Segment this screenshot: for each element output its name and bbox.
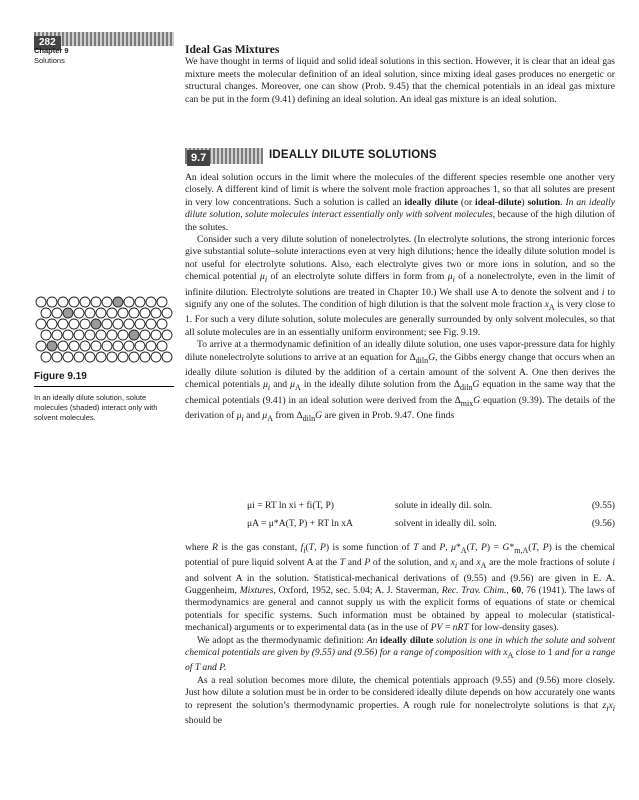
solvent-molecule xyxy=(36,297,46,307)
solvent-molecule xyxy=(162,308,172,318)
equation-desc: solute in ideally dil. soln. xyxy=(395,500,492,511)
solvent-molecule xyxy=(96,308,106,318)
solvent-molecule xyxy=(140,352,150,362)
solvent-molecule xyxy=(140,330,150,340)
solvent-molecule xyxy=(129,352,139,362)
chapter-title: Solutions xyxy=(34,56,65,65)
solvent-molecule xyxy=(85,330,95,340)
solvent-molecule xyxy=(124,341,134,351)
solvent-molecule xyxy=(157,341,167,351)
solvent-molecule xyxy=(113,319,123,329)
solvent-molecule xyxy=(52,352,62,362)
solvent-molecule xyxy=(146,319,156,329)
solvent-molecule xyxy=(140,308,150,318)
solvent-molecule xyxy=(47,297,57,307)
equation-number: (9.56) xyxy=(591,518,615,529)
solvent-molecule xyxy=(80,341,90,351)
solvent-molecule xyxy=(85,352,95,362)
section-number-bar xyxy=(185,148,263,164)
section-number: 9.7 xyxy=(187,150,210,166)
solvent-molecule xyxy=(74,330,84,340)
solvent-molecule xyxy=(162,352,172,362)
solvent-molecule xyxy=(41,352,51,362)
solvent-molecule xyxy=(151,308,161,318)
solvent-molecule xyxy=(58,297,68,307)
solvent-molecule xyxy=(52,308,62,318)
solvent-molecule xyxy=(118,308,128,318)
page-number-bar xyxy=(34,32,174,46)
solvent-molecule xyxy=(52,330,62,340)
solute-molecule xyxy=(91,319,101,329)
solvent-molecule xyxy=(135,319,145,329)
solvent-molecule xyxy=(80,297,90,307)
solvent-molecule xyxy=(157,319,167,329)
paragraph-real-solution: As a real solution becomes more dilute, the chemical potentials approach (9.55) and (9.56) more closely. Just how dilute a solution must be in order to be considered ideally dilute depends on how accurately one wants to represent the solution’s thermodynamic properties. A rough rule for nonelectrolyte solutions is that $z_ix_i$ should be xyxy=(185,674,615,726)
chapter-number: Chapter 9 xyxy=(34,46,69,55)
page-number: 282 xyxy=(34,36,61,50)
solvent-molecule xyxy=(102,319,112,329)
chapter-label xyxy=(34,46,172,66)
solvent-molecule xyxy=(129,308,139,318)
solvent-molecule xyxy=(69,319,79,329)
figure-9-19-molecules xyxy=(34,296,174,364)
solvent-molecule xyxy=(124,297,134,307)
solvent-molecule xyxy=(91,297,101,307)
solvent-molecule xyxy=(151,352,161,362)
section-title: IDEALLY DILUTE SOLUTIONS xyxy=(269,149,437,161)
solvent-molecule xyxy=(107,308,117,318)
paragraph-ideal-solution: An ideal solution occurs in the limit where the molecules of the different species resemble one another very closely. A different kind of limit is where the solvent mole fraction approaches 1, so that all solutes are present in very low concentrations. Such a solution is called an ideally dilute (or ideal-dilute) solution. In an ideally dilute solution, solute molecules interact essentially only with solvent molecules, because of the high dilution of the solutes. xyxy=(185,172,616,233)
section-body-2 xyxy=(185,542,615,727)
solvent-molecule xyxy=(36,319,46,329)
solute-molecule xyxy=(63,308,73,318)
solvent-molecule xyxy=(118,352,128,362)
solute-molecule xyxy=(113,297,123,307)
figure-label: Figure 9.19 xyxy=(34,371,87,382)
solvent-molecule xyxy=(124,319,134,329)
solvent-molecule xyxy=(135,297,145,307)
solvent-molecule xyxy=(102,341,112,351)
solvent-molecule xyxy=(96,352,106,362)
solvent-molecule xyxy=(69,341,79,351)
solvent-molecule xyxy=(47,319,57,329)
solvent-molecule xyxy=(146,341,156,351)
solvent-molecule xyxy=(85,308,95,318)
solvent-molecule xyxy=(102,297,112,307)
solvent-molecule xyxy=(69,297,79,307)
solvent-molecule xyxy=(74,308,84,318)
solvent-molecule xyxy=(113,341,123,351)
solvent-molecule xyxy=(63,352,73,362)
solvent-molecule xyxy=(107,352,117,362)
solvent-molecule xyxy=(41,308,51,318)
solvent-molecule xyxy=(80,319,90,329)
equation-expr: μA = μ*A(T, P) + RT ln xA xyxy=(247,518,353,529)
equation-9-55 xyxy=(185,500,615,514)
solvent-molecule xyxy=(41,330,51,340)
section-body-1 xyxy=(185,172,615,425)
solvent-molecule xyxy=(36,341,46,351)
paragraph-derivation: To arrive at a thermodynamic definition of an ideally dilute solution, one uses vapor-pressure data for highly dilute nonelectrolyte solutions to arrive at an equation for $\Delta_{diln}G$, the Gibbs energy change that occurs when an ideally dilute solution is diluted by the addition of a certain amount of the solvent A. One then derives the chemical potentials $\mu_i$ and $\mu_A$ in the ideally dilute solution from the $\Delta_{diln}G$ equation in the same way that the chemical potentials (9.41) in an ideal solution were derived from the $\Delta_{mix}G$ equation (9.39). The details of the derivation of $\mu_i$ and $\mu_A$ from $\Delta_{diln}G$ are given in Prob. 9.47. One finds xyxy=(185,339,616,423)
solvent-molecule xyxy=(107,330,117,340)
ideal-gas-heading: Ideal Gas Mixtures xyxy=(185,44,280,56)
paragraph-definition: We adopt as the thermodynamic definition: An ideally dilute solution is one in which the solute and solvent chemical potentials are given by (9.55) and (9.56) for a range of composition with $x_A$ close to 1 and for a range of T and P. xyxy=(185,634,616,674)
figure-caption: In an ideally dilute solution, solute molecules (shaded) interact only with solvent molecules. xyxy=(34,393,158,422)
solvent-molecule xyxy=(74,352,84,362)
solvent-molecule xyxy=(58,341,68,351)
solvent-molecule xyxy=(118,330,128,340)
paragraph-nonelectrolytes: Consider such a very dilute solution of nonelectrolytes. (In electrolyte solutions, the strong interionic forces give substantial solute–solute interactions even at very high dilutions; hence the ideally dilute solution model is not useful for electrolyte solutions. Also, each electrolyte gives two or more ions in solution, and so the chemical potential $\mu_i$ of an electrolyte solute differs in form from $\mu_i$ of a nonelectrolyte, even in the limit of infinite dilution. Electrolyte solutions are treated in Chapter 10.) We shall use A to denote the solvent and i to signify any one of the solutes. The condition of high dilution is that the solvent mole fraction $x_A$ is very close to 1. For such a very dilute solution, solute molecules are generally surrounded by only solvent molecules, so that all solute molecules are in an essentially uniform environment; see Fig. 9.19. xyxy=(185,234,615,338)
solvent-molecule xyxy=(151,330,161,340)
equation-desc: solvent in ideally dil. soln. xyxy=(395,518,497,529)
solvent-molecule xyxy=(91,341,101,351)
solvent-molecule xyxy=(157,297,167,307)
equation-9-56 xyxy=(185,518,615,532)
equation-number: (9.55) xyxy=(591,500,615,511)
solvent-molecule xyxy=(58,319,68,329)
solvent-molecule xyxy=(63,330,73,340)
solvent-molecule xyxy=(162,330,172,340)
solvent-molecule xyxy=(96,330,106,340)
solvent-molecule xyxy=(146,297,156,307)
solute-molecule xyxy=(47,341,57,351)
ideal-gas-paragraph: We have thought in terms of liquid and solid ideal solutions in this section. However, it is clear that an ideal gas mixture meets the molecular definition of an ideal solution, since mixing ideal gases produces no energetic or structural changes. Moreover, one can show (Prob. 9.45) that the chemical potentials in an ideal gas mixture can be put in the form (9.41) defining an ideal solution. An ideal gas mixture is an ideal solution. xyxy=(185,56,615,105)
paragraph-where: where R is the gas constant, $f_i(T$, P) is some function of T and P, $\mu*_A(T$, $P) = G*_{m,A}(T$, P) is the chemical potential of pure liquid solvent A at the T and P of the solution, and $x_i$ and $x_A$ are the mole fractions of solute i and solvent A in the solution. Statistical-mechanical derivations of (9.55) and (9.56) are given in E. A. Guggenheim, Mixtures, Oxford, 1952, sec. 5.04; A. J. Staverman, Rec. Trav. Chim., 60, 76 (1941). The laws of thermodynamics are general and cannot supply us with the explicit forms of equations of state or chemical potentials for specific systems. Such information must be obtained by appeal to molecular (statistical-mechanical) arguments or to experimental data (as in the use of PV = nRT for low-density gases). xyxy=(185,542,616,634)
solvent-molecule xyxy=(135,341,145,351)
ideal-gas-section xyxy=(185,44,615,106)
equation-expr: μi = RT ln xi + fi(T, P) xyxy=(247,500,334,511)
figure-divider xyxy=(34,386,174,387)
solute-molecule xyxy=(129,330,139,340)
section-header xyxy=(185,148,615,164)
